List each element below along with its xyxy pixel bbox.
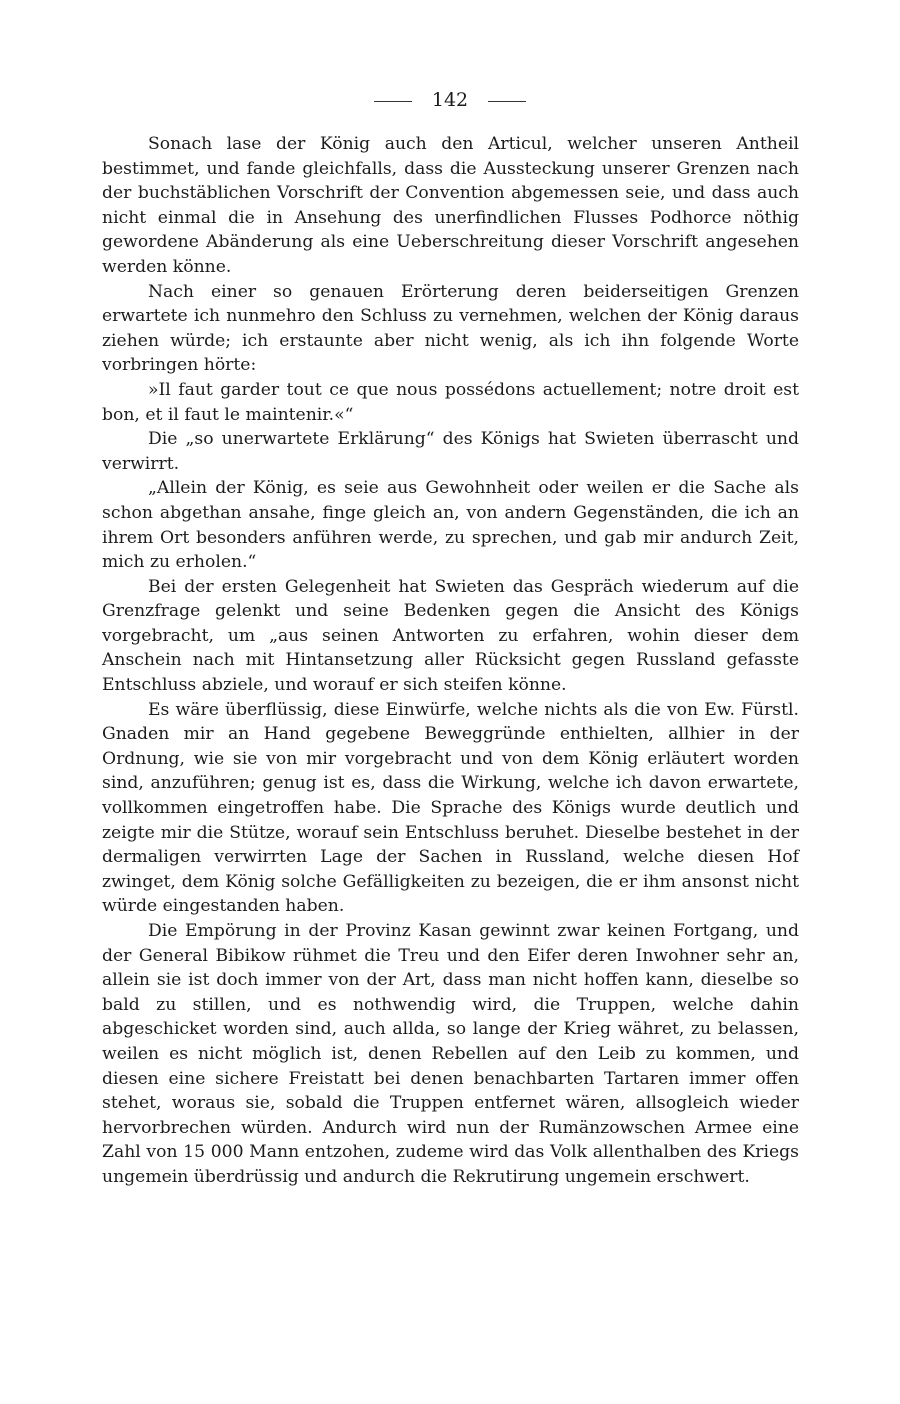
- paragraph-5: „Allein der König, es seie aus Gewohnheit oder weilen er die Sache als schon abgethan ansahe, finge gleich an, von andern Gegenständen, die ich an ihrem Ort besonders anführen werde, zu sprechen, und gab mir andurch Zeit, mich zu erholen.“: [102, 478, 799, 573]
- header-rule-left: [374, 101, 412, 102]
- header-rule-right: [488, 101, 526, 102]
- paragraph-2: Nach einer so genauen Erörterung deren beiderseitigen Grenzen erwartete ich nunmehro den Schluss zu vernehmen, welchen der König daraus ziehen würde; ich erstaunte aber nicht wenig, als ich ihn folgende Worte vorbringen hörte:: [102, 281, 799, 376]
- paragraph-6: Bei der ersten Gelegenheit hat Swieten das Gespräch wiederum auf die Grenzfrage gelenkt und seine Bedenken gegen die Ansicht des Königs vorgebracht, um „aus seinen Antworten zu erfahren, wohin dieser dem Anschein nach mit Hintansetzung aller Rücksicht gegen Russland gefasste Entschluss abziele, und worauf er sich steifen könne.: [102, 576, 799, 696]
- paragraph-8: Die Empörung in der Provinz Kasan gewinnt zwar keinen Fortgang, und der General Bibikow rühmet die Treu und den Eifer deren Inwohner sehr an, allein sie ist doch immer von der Art, dass man nicht hoffen kann, dieselbe so bald zu stillen, und es nothwendig wird, die Truppen, welche dahin abgeschicket worden sind, auch allda, so lange der Krieg währet, zu belassen, weilen es nicht möglich ist, denen Rebellen auf den Leib zu kommen, und diesen eine sichere Freistatt bei denen benachbarten Tartaren immer offen stehet, woraus sie, sobald die Truppen entfernet wären, allsogleich wieder hervorbrechen würden. Andurch wird nun der Rumänzowschen Armee eine Zahl von 15 000 Mann entzohen, zudeme wird das Volk allenthalben des Kriegs ungemein überdrüssig und andurch die Rekrutirung ungemein erschwert.: [102, 921, 799, 1187]
- paragraph-3-quote: »Il faut garder tout ce que nous possédons actuellement; notre droit est bon, et il faut le maintenir.«“: [102, 379, 799, 425]
- paragraph-4: Die „so unerwartete Erklärung“ des Königs hat Swieten überrascht und verwirrt.: [102, 429, 799, 474]
- body-text: [102, 132, 799, 1190]
- page-number: 142: [431, 89, 469, 111]
- paragraph-1: Sonach lase der König auch den Articul, welcher unseren Antheil bestimmet, und fande gleichfalls, dass die Aussteckung unserer Grenzen nach der buchstäblichen Vorschrift der Convention abgemessen seie, und dass auch nicht einmal die in Ansehung des unerfindlichen Flusses Podhorce nöthig gewordene Abänderung als eine Ueberschreitung dieser Vorschrift angesehen werden könne.: [102, 134, 799, 277]
- page-header: [0, 88, 900, 112]
- paragraph-7: Es wäre überflüssig, diese Einwürfe, welche nichts als die von Ew. Fürstl. Gnaden mir an Hand gegebene Beweggründe enthielten, allhier in der Ordnung, wie sie von mir vorgebracht und von dem König erläutert worden sind, anzuführen; genug ist es, dass die Wirkung, welche ich davon erwartete, vollkommen eingetroffen habe. Die Sprache des Königs wurde deutlich und zeigte mir die Stütze, worauf sein Entschluss beruhet. Dieselbe bestehet in der dermaligen verwirrten Lage der Sachen in Russland, welche diesen Hof zwinget, dem König solche Gefälligkeiten zu bezeigen, die er ihm ansonst nicht würde eingestanden haben.: [102, 699, 799, 917]
